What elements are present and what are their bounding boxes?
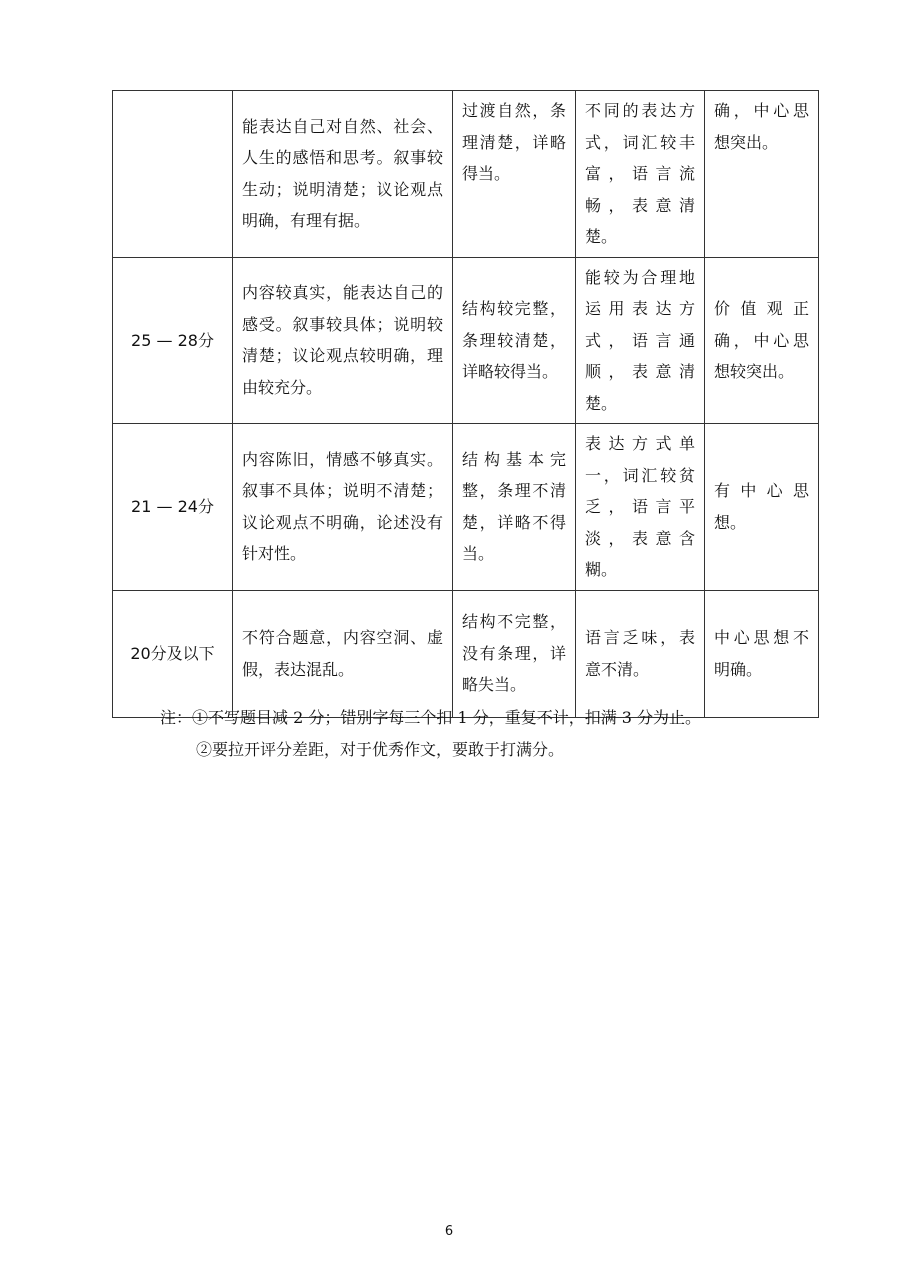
- table-row: [113, 424, 819, 591]
- table-row: [113, 590, 819, 717]
- structure-criteria-cell: 结构较完整，条理较清楚，详略较得当。: [453, 257, 576, 424]
- content-criteria-cell: 内容陈旧，情感不够真实。叙事不具体；说明不清楚；议论观点不明确，论述没有针对性。: [233, 424, 453, 591]
- structure-criteria-cell: 过渡自然，条理清楚，详略得当。: [453, 91, 576, 258]
- theme-criteria-cell: 中心思想不明确。: [705, 590, 819, 717]
- table-row: [113, 257, 819, 424]
- note-line: ②要拉开评分差距，对于优秀作文，要敢于打满分。: [196, 740, 565, 759]
- content-criteria-cell: 内容较真实，能表达自己的感受。叙事较具体；说明较清楚；议论观点较明确，理由较充分。: [233, 257, 453, 424]
- language-criteria-cell: 能较为合理地运用表达方式，语言通顺，表意清楚。: [576, 257, 705, 424]
- language-criteria-cell: 表达方式单一，词汇较贫乏，语言平淡，表意含糊。: [576, 424, 705, 591]
- score-band-cell: 20分及以下: [113, 590, 233, 717]
- page-number: 6: [444, 1224, 454, 1239]
- language-criteria-cell: 语言乏味，表意不清。: [576, 590, 705, 717]
- scoring-notes: [160, 702, 701, 766]
- table-row: [113, 91, 819, 258]
- structure-criteria-cell: 结构基本完整，条理不清楚，详略不得当。: [453, 424, 576, 591]
- theme-criteria-cell: 有中心思想。: [705, 424, 819, 591]
- content-criteria-cell: 能表达自己对自然、社会、人生的感悟和思考。叙事较生动；说明清楚；议论观点明确，有理有据。: [233, 91, 453, 258]
- content-criteria-cell: 不符合题意，内容空洞、虚假，表达混乱。: [233, 590, 453, 717]
- theme-criteria-cell: 价值观正确，中心思想较突出。: [705, 257, 819, 424]
- score-band-cell: 21 — 24分: [113, 424, 233, 591]
- note-line: 注：①不写题目减 2 分；错别字每三个扣 1 分，重复不计，扣满 3 分为止。: [160, 708, 702, 727]
- structure-criteria-cell: 结构不完整，没有条理，详略失当。: [453, 590, 576, 717]
- language-criteria-cell: 不同的表达方式，词汇较丰富，语言流畅，表意清楚。: [576, 91, 705, 258]
- score-band-cell: 25 — 28分: [113, 257, 233, 424]
- scoring-rubric-table: [112, 90, 819, 718]
- score-band-cell: [113, 91, 233, 258]
- theme-criteria-cell: 确，中心思想突出。: [705, 91, 819, 258]
